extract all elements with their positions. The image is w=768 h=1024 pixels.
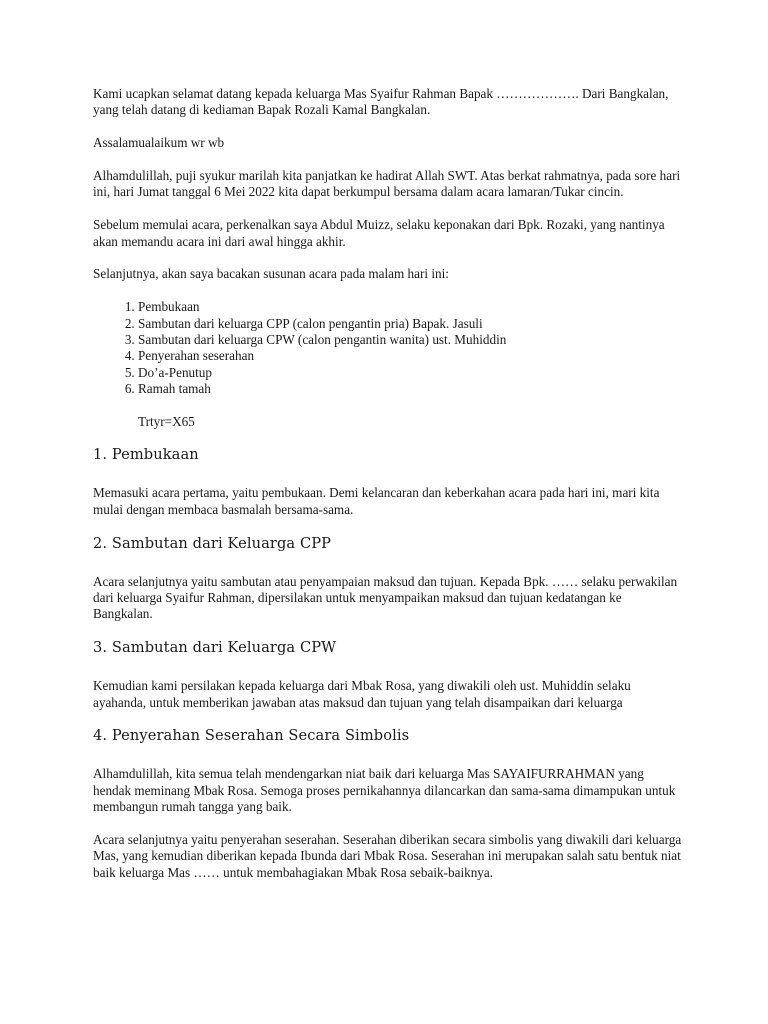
section-heading-penyerahan: 4. Penyerahan Seserahan Secara Simbolis (93, 727, 410, 745)
opening-paragraph: Alhamdulillah, puji syukur marilah kita panjatkan ke hadirat Allah SWT. Atas berkat rahmatnya, pada sore hari ini, hari Jumat tanggal 6 Mei 2022 kita dapat berkumpul bersama dalam acara lamaran/Tukar cincin. (93, 168, 681, 200)
introduction-paragraph: Sebelum memulai acara, perkenalkan saya Abdul Muizz, selaku keponakan dari Bpk. Rozaki, yang nantinya akan memandu acara ini dari awal hingga akhir. (93, 217, 665, 249)
agenda-item: 3. Sambutan dari keluarga CPW (calon pengantin wanita) ust. Muhiddin (138, 332, 683, 348)
section-paragraph: Alhamdulillah, kita semua telah mendengarkan niat baik dari keluarga Mas SAYAIFURRAHMAN yang hendak meminang Mbak Rosa. Semoga proses pernikahannya dilancarkan dan sama-sama dimampukan untuk membangun rumah tangga yang baik. (93, 766, 676, 815)
welcome-paragraph: Kami ucapkan selamat datang kepada keluarga Mas Syaifur Rahman Bapak ………………. Dari Bangkalan, yang telah datang di kediaman Bapak Rozali Kamal Bangkalan. (93, 86, 669, 118)
section-paragraph: Kemudian kami persilakan kepada keluarga dari Mbak Rosa, yang diwakili oleh ust. Muhiddin selaku ayahanda, untuk memberikan jawaban atas maksud dan tujuan yang telah disampaikan dari keluarga (93, 678, 631, 710)
section-heading-pembukaan: 1. Pembukaan (93, 446, 199, 464)
document-page (93, 86, 683, 898)
agenda-item: 4. Penyerahan seserahan (138, 348, 683, 364)
section-paragraph: Acara selanjutnya yaitu sambutan atau penyampaian maksud dan tujuan. Kepada Bpk. …… selaku perwakilan dari keluarga Syaifur Rahman, dipersilakan untuk menyampaikan maksud dan tujuan kedatangan ke Bangkalan. (93, 573, 678, 622)
section-heading-sambutan-cpw: 3. Sambutan dari Keluarga CPW (93, 639, 337, 657)
agenda-intro-paragraph: Selanjutnya, akan saya bacakan susunan acara pada malam hari ini: (93, 266, 449, 282)
code-line: Trtyr=X65 (138, 414, 195, 430)
agenda-item: 1. Pembukaan (138, 299, 683, 315)
greeting-paragraph: Assalamualaikum wr wb (93, 135, 225, 151)
section-heading-sambutan-cpp: 2. Sambutan dari Keluarga CPP (93, 534, 332, 552)
agenda-item: 5. Do’a-Penutup (138, 365, 683, 381)
agenda-list (93, 299, 683, 397)
section-paragraph: Acara selanjutnya yaitu penyerahan seserahan. Seserahan diberikan secara simbolis yang diwakili dari keluarga Mas, yang kemudian diberikan kepada Ibunda dari Mbak Rosa. Seserahan ini merupakan salah satu bentuk niat baik keluarga Mas …… untuk membahagiakan Mbak Rosa sebaik-baiknya. (93, 832, 682, 880)
section-paragraph: Memasuki acara pertama, yaitu pembukaan. Demi kelancaran dan keberkahan acara pada hari ini, mari kita mulai dengan membaca basmalah bersama-sama. (93, 485, 660, 517)
agenda-item: 6. Ramah tamah (138, 381, 683, 397)
agenda-item: 2. Sambutan dari keluarga CPP (calon pengantin pria) Bapak. Jasuli (138, 316, 683, 332)
